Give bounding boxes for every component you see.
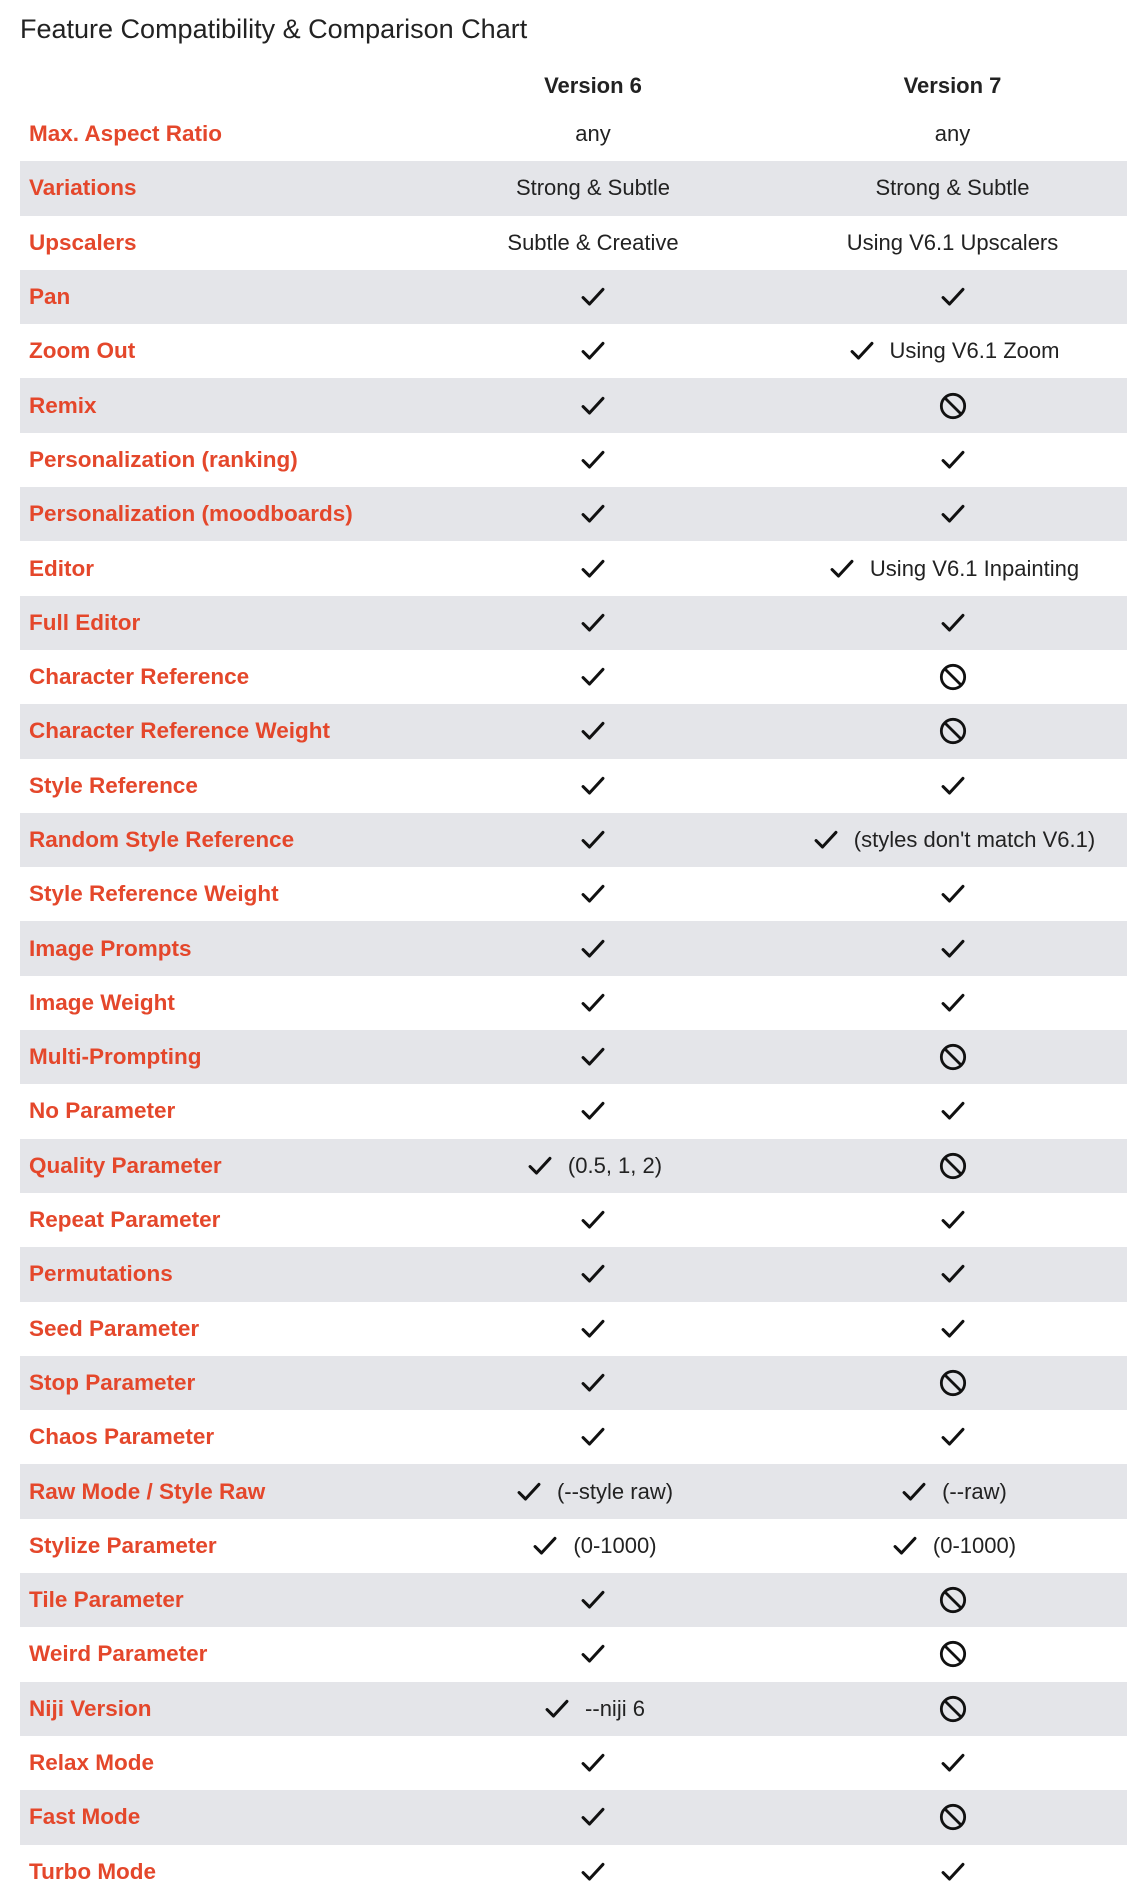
table-row — [20, 1139, 1127, 1193]
feature-name: Style Reference Weight — [29, 881, 279, 907]
check-icon — [937, 281, 969, 313]
feature-name: Editor — [29, 555, 94, 581]
cell-note: (0.5, 1, 2) — [567, 1152, 663, 1178]
feature-name: Repeat Parameter — [29, 1207, 221, 1233]
version-7-cell — [778, 498, 1127, 530]
feature-name: Upscalers — [29, 229, 137, 255]
table-row — [20, 921, 1127, 975]
check-icon — [937, 770, 969, 802]
check-icon — [577, 661, 609, 693]
version-7-cell — [778, 444, 1127, 476]
header-version-6 — [408, 73, 778, 99]
table-row — [20, 759, 1127, 813]
table-row — [20, 433, 1127, 487]
table-row — [20, 1627, 1127, 1681]
check-icon — [577, 1204, 609, 1236]
version-6-cell — [408, 715, 778, 747]
check-icon — [937, 987, 969, 1019]
version-6-cell — [408, 1638, 778, 1670]
check-icon — [577, 1801, 609, 1833]
check-icon — [577, 1584, 609, 1616]
version-6-cell — [408, 335, 778, 367]
version-7-cell — [778, 1693, 1127, 1725]
version-6-cell — [408, 933, 778, 965]
version-6-cell — [408, 1313, 778, 1345]
version-6-cell — [408, 175, 778, 201]
version-7-cell — [778, 390, 1127, 422]
feature-name: Max. Aspect Ratio — [29, 121, 222, 147]
cell-note: (styles don't match V6.1) — [853, 827, 1096, 852]
version-6-cell — [408, 607, 778, 639]
feature-name: Relax Mode — [29, 1750, 155, 1776]
version-7-cell — [778, 1476, 1127, 1508]
feature-name: Style Reference — [29, 772, 198, 798]
check-icon — [529, 1530, 561, 1562]
table-row — [20, 1356, 1127, 1410]
version-6-cell — [408, 1801, 778, 1833]
version-7-cell — [778, 1204, 1127, 1236]
feature-name: Raw Mode / Style Raw — [29, 1478, 266, 1504]
version-6-cell — [408, 1204, 778, 1236]
check-icon — [826, 553, 858, 585]
check-icon — [937, 1747, 969, 1779]
version-6-cell — [408, 553, 778, 585]
check-icon — [577, 553, 609, 585]
check-icon — [577, 281, 609, 313]
version-6-cell — [408, 1421, 778, 1453]
feature-name: Character Reference — [29, 664, 250, 690]
check-icon — [577, 335, 609, 367]
version-6-cell — [408, 230, 778, 256]
comparison-table — [20, 65, 1127, 1899]
version-7-cell — [778, 553, 1127, 585]
check-icon — [810, 824, 842, 856]
table-row — [20, 270, 1127, 324]
table-row — [20, 1030, 1127, 1084]
table-row — [20, 704, 1127, 758]
version-7-cell — [778, 1530, 1127, 1562]
check-icon — [577, 1095, 609, 1127]
version-7-cell — [778, 607, 1127, 639]
prohibited-icon — [937, 1638, 969, 1670]
table-body — [20, 107, 1127, 1899]
table-row — [20, 976, 1127, 1030]
table-row — [20, 867, 1127, 921]
version-7-cell — [778, 1150, 1127, 1182]
feature-name: Tile Parameter — [29, 1587, 184, 1613]
check-icon — [577, 1421, 609, 1453]
version-7-cell — [778, 1313, 1127, 1345]
header-version-7 — [778, 73, 1127, 99]
prohibited-icon — [937, 1150, 969, 1182]
check-icon — [889, 1530, 921, 1562]
check-icon — [937, 444, 969, 476]
check-icon — [937, 878, 969, 910]
table-row — [20, 541, 1127, 595]
version-6-cell — [408, 1747, 778, 1779]
version-7-cell — [778, 933, 1127, 965]
feature-name: Image Prompts — [29, 935, 192, 961]
feature-name: Multi-Prompting — [29, 1044, 202, 1070]
cell-text: any — [934, 121, 971, 147]
version-6-cell — [408, 1693, 778, 1725]
check-icon — [577, 1041, 609, 1073]
version-6-cell — [408, 1530, 778, 1562]
version-6-cell — [408, 390, 778, 422]
feature-name: Full Editor — [29, 609, 141, 635]
table-row — [20, 596, 1127, 650]
version-6-cell — [408, 1095, 778, 1127]
prohibited-icon — [937, 661, 969, 693]
table-row — [20, 1790, 1127, 1844]
cell-note: (0-1000) — [932, 1532, 1017, 1558]
version-6-cell — [408, 1367, 778, 1399]
version-7-cell — [778, 1747, 1127, 1779]
prohibited-icon — [937, 1693, 969, 1725]
check-icon — [577, 1856, 609, 1888]
version-7-cell — [778, 121, 1127, 147]
check-icon — [524, 1150, 556, 1182]
check-icon — [577, 607, 609, 639]
cell-text: Strong & Subtle — [875, 175, 1030, 201]
table-row — [20, 1682, 1127, 1736]
version-6-cell — [408, 987, 778, 1019]
version-7-cell — [778, 1638, 1127, 1670]
table-row — [20, 813, 1127, 867]
check-icon — [937, 1313, 969, 1345]
check-icon — [937, 1258, 969, 1290]
version-6-cell — [408, 1584, 778, 1616]
check-icon — [846, 335, 878, 367]
table-row — [20, 1573, 1127, 1627]
version-6-cell — [408, 281, 778, 313]
version-6-cell — [408, 1150, 778, 1182]
version-6-cell — [408, 498, 778, 530]
prohibited-icon — [937, 1801, 969, 1833]
version-7-cell — [778, 175, 1127, 201]
version-7-cell — [778, 878, 1127, 910]
feature-name: Turbo Mode — [29, 1858, 157, 1884]
check-icon — [898, 1476, 930, 1508]
check-icon — [577, 1638, 609, 1670]
cell-note: (--raw) — [942, 1478, 1007, 1504]
feature-name: Chaos Parameter — [29, 1424, 215, 1450]
version-6-cell — [408, 121, 778, 147]
feature-name: Stop Parameter — [29, 1369, 196, 1395]
table-row — [20, 1736, 1127, 1790]
version-7-cell — [778, 661, 1127, 693]
check-icon — [513, 1476, 545, 1508]
check-icon — [937, 498, 969, 530]
check-icon — [577, 878, 609, 910]
table-row — [20, 324, 1127, 378]
check-icon — [577, 715, 609, 747]
check-icon — [937, 933, 969, 965]
table-row — [20, 378, 1127, 432]
feature-name: No Parameter — [29, 1098, 176, 1124]
version-6-cell — [408, 1856, 778, 1888]
version-7-cell — [778, 1258, 1127, 1290]
check-icon — [937, 1856, 969, 1888]
cell-note: Using V6.1 Inpainting — [869, 555, 1080, 581]
check-icon — [541, 1693, 573, 1725]
cell-note: Using V6.1 Zoom — [889, 338, 1060, 364]
feature-name: Random Style Reference — [29, 827, 295, 852]
feature-name: Personalization (ranking) — [29, 446, 298, 472]
feature-name: Variations — [29, 175, 137, 201]
table-row — [20, 107, 1127, 161]
prohibited-icon — [937, 1367, 969, 1399]
feature-name: Niji Version — [29, 1695, 152, 1721]
version-7-cell — [778, 770, 1127, 802]
feature-name: Personalization (moodboards) — [29, 501, 353, 527]
version-7-cell — [778, 1856, 1127, 1888]
check-icon — [577, 770, 609, 802]
version-7-cell — [778, 987, 1127, 1019]
check-icon — [577, 1367, 609, 1399]
prohibited-icon — [937, 715, 969, 747]
cell-note: --niji 6 — [585, 1695, 645, 1721]
version-7-cell — [778, 1801, 1127, 1833]
check-icon — [577, 1747, 609, 1779]
version-6-cell — [408, 444, 778, 476]
table-row — [20, 1193, 1127, 1247]
version-6-cell — [408, 1476, 778, 1508]
check-icon — [937, 607, 969, 639]
version-7-cell — [778, 824, 1127, 856]
version-7-cell — [778, 1041, 1127, 1073]
check-icon — [577, 824, 609, 856]
table-header — [20, 65, 1127, 107]
table-row — [20, 216, 1127, 270]
check-icon — [937, 1204, 969, 1236]
table-row — [20, 1084, 1127, 1138]
check-icon — [937, 1421, 969, 1453]
feature-name: Character Reference Weight — [29, 718, 330, 744]
feature-name: Image Weight — [29, 989, 175, 1015]
check-icon — [577, 1313, 609, 1345]
cell-note: (0-1000) — [573, 1532, 657, 1558]
check-icon — [577, 498, 609, 530]
cell-note: (--style raw) — [556, 1478, 674, 1504]
version-6-cell — [408, 661, 778, 693]
version-6-cell — [408, 770, 778, 802]
version-7-cell — [778, 1367, 1127, 1399]
check-icon — [577, 987, 609, 1019]
table-row — [20, 1845, 1127, 1899]
version-7-cell — [778, 1584, 1127, 1616]
version-7-cell — [778, 715, 1127, 747]
prohibited-icon — [937, 390, 969, 422]
feature-name: Pan — [29, 284, 71, 310]
version-6-cell — [408, 1041, 778, 1073]
version-7-cell — [778, 335, 1127, 367]
prohibited-icon — [937, 1041, 969, 1073]
table-row — [20, 161, 1127, 215]
feature-name: Zoom Out — [29, 338, 136, 364]
table-row — [20, 1247, 1127, 1301]
version-7-cell — [778, 1095, 1127, 1127]
header-version-7-label: Version 7 — [903, 73, 1002, 98]
table-row — [20, 487, 1127, 541]
feature-name: Remix — [29, 392, 97, 418]
version-7-cell — [778, 1421, 1127, 1453]
version-6-cell — [408, 878, 778, 910]
feature-name: Stylize Parameter — [29, 1532, 217, 1558]
header-version-6-label: Version 6 — [544, 73, 642, 98]
check-icon — [577, 390, 609, 422]
feature-name: Seed Parameter — [29, 1315, 200, 1341]
feature-name: Quality Parameter — [29, 1152, 222, 1178]
cell-text: Strong & Subtle — [515, 175, 671, 201]
table-row — [20, 1302, 1127, 1356]
check-icon — [937, 1095, 969, 1127]
version-6-cell — [408, 824, 778, 856]
table-row — [20, 1464, 1127, 1518]
table-row — [20, 1410, 1127, 1464]
check-icon — [577, 1258, 609, 1290]
check-icon — [577, 444, 609, 476]
feature-name: Permutations — [29, 1261, 173, 1287]
page-title: Feature Compatibility & Comparison Chart — [20, 14, 528, 44]
version-7-cell — [778, 281, 1127, 313]
cell-text: any — [575, 121, 611, 147]
prohibited-icon — [937, 1584, 969, 1616]
cell-text: Using V6.1 Upscalers — [846, 229, 1059, 255]
table-row — [20, 1519, 1127, 1573]
feature-name: Fast Mode — [29, 1804, 141, 1830]
version-6-cell — [408, 1258, 778, 1290]
feature-name: Weird Parameter — [29, 1641, 208, 1667]
cell-text: Subtle & Creative — [507, 229, 679, 255]
version-7-cell — [778, 230, 1127, 256]
table-row — [20, 650, 1127, 704]
check-icon — [577, 933, 609, 965]
